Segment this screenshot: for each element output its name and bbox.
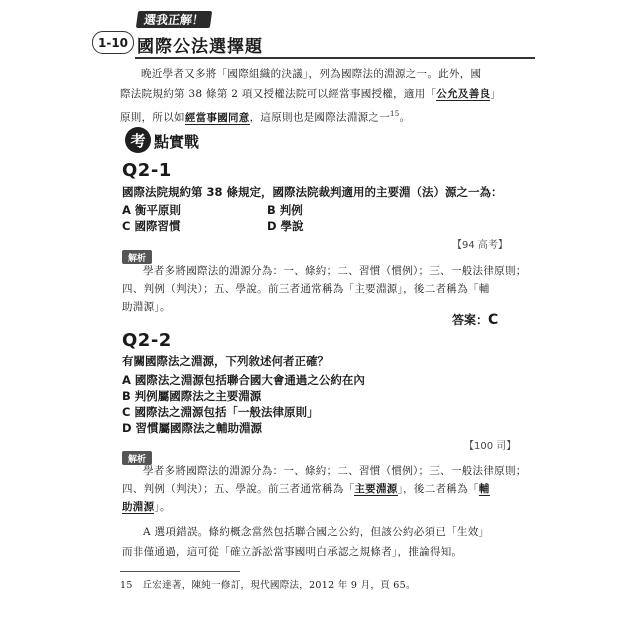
explanation — [122, 262, 542, 316]
explanation-line: 學者多將國際法的淵源分為：一、條約；二、習慣（慣例）；三、一般法律原則； — [143, 465, 527, 477]
intro-line-1: 晚近學者又多將「國際組織的決議」，列為國際法的淵源之一。此外，國 — [141, 68, 482, 80]
intro-line-2 — [120, 84, 540, 104]
explanation-text: 」。 — [154, 501, 171, 513]
header-tag: 選我正解！ — [136, 11, 212, 28]
option-d: D 習慣屬國際法之輔助淵源 — [122, 421, 263, 435]
intro-paragraph — [120, 64, 540, 128]
highlight-term: 主要淵源 — [354, 483, 398, 495]
intro-text: 原則，所以如 — [120, 111, 185, 124]
explanation-line: 學者多將國際法的淵源分為：一、條約；二、習慣（慣例）；三、一般法律原則； — [143, 265, 527, 277]
explanation-line: 助淵源」。 — [122, 301, 171, 313]
note-line: A 選項錯誤。條約概念當然包括聯合國之公約，但該公約必須已「生效」 — [143, 526, 490, 538]
footnote: 15 丘宏達著，陳純一修訂，現代國際法，2012 年 9 月，頁 65。 — [120, 580, 416, 591]
explanation-text: 四、判例（判決）；五、學說。前三者通常稱為「 — [122, 483, 355, 495]
footnote-divider — [120, 571, 240, 572]
option-b: B 判例屬國際法之主要淵源 — [122, 389, 262, 403]
exam-source: 【94 高考】 — [452, 240, 508, 251]
intro-text: ，這原則也是國際法淵源之一 — [249, 111, 391, 124]
footnote-marker: 15 — [390, 110, 400, 118]
explanation-badge: 解析 — [122, 451, 152, 465]
highlight-term: 公允及善良 — [436, 88, 491, 100]
explanation-line — [122, 498, 542, 516]
explanation-text: 」，後二者稱為「 — [397, 483, 479, 495]
option-a: A 國際法之淵源包括聯合國大會通過之公約在內 — [122, 373, 365, 387]
question-stem: 國際法院規約第 38 條規定，國際法院裁判適用的主要淵（法）源之一為： — [122, 185, 503, 199]
page-title: 國際公法選擇題 — [137, 37, 263, 57]
intro-text: 。 — [399, 111, 411, 124]
option-c: C 國際法之淵源包括「一般法律原則」 — [122, 405, 319, 419]
note-line: 而非僅通過，這可從「確立訴訟當事國明白承認之規條者」，推論得知。 — [122, 546, 463, 558]
header-divider — [135, 57, 535, 59]
intro-text: 」 — [490, 88, 502, 100]
highlight-term: 經當事國同意 — [184, 111, 250, 124]
option-a: A 衡平原則 — [122, 203, 181, 217]
section-title: 點實戰 — [154, 133, 200, 151]
highlight-term: 助淵源 — [122, 501, 155, 513]
exam-source: 【100 司】 — [464, 441, 517, 452]
explanation-line — [122, 480, 542, 498]
answer-letter: C — [488, 312, 499, 328]
option-b: B 判例 — [267, 203, 303, 217]
option-d: D 學說 — [267, 219, 304, 233]
option-a-note — [122, 522, 542, 562]
section-circle-icon: 考 — [125, 127, 151, 153]
intro-line-3 — [120, 104, 540, 128]
option-c: C 國際習慣 — [122, 219, 181, 233]
explanation-line: 四、判例（判決）；五、學說。前三者通常稱為「主要淵源」，後二者稱為「輔 — [122, 283, 490, 295]
explanation-badge: 解析 — [122, 250, 152, 264]
highlight-term: 輔 — [478, 483, 490, 495]
answer — [452, 311, 498, 328]
explanation — [122, 462, 542, 516]
page-number: 1-10 — [92, 31, 134, 54]
question-number: Q2-2 — [122, 330, 172, 351]
question-number: Q2-1 — [122, 160, 172, 181]
question-stem: 有關國際法之淵源，下列敘述何者正確？ — [122, 354, 329, 368]
answer-label: 答案： — [452, 313, 489, 327]
intro-text: 際法院規約第 38 條第 2 項又授權法院可以經當事國授權，適用「 — [120, 88, 437, 100]
